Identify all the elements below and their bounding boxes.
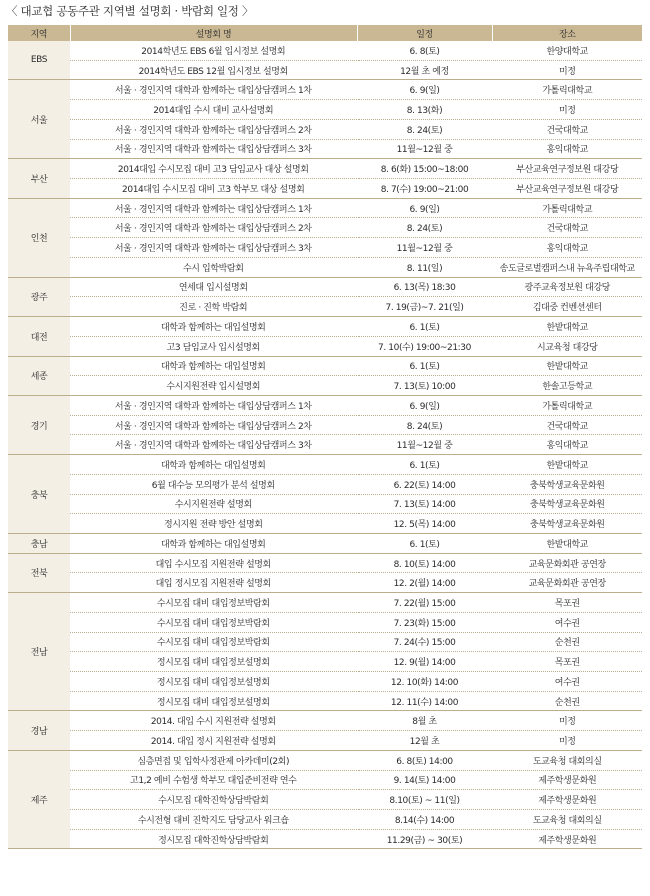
venue-cell: 도교육청 대회의실 [492, 750, 642, 770]
event-name-cell: 서울 · 경인지역 대학과 함께하는 대입상담캠퍼스 1차 [70, 395, 357, 415]
event-name-cell: 수시모집 대비 대입정보박람회 [70, 593, 357, 613]
region-cell: EBS [8, 41, 70, 80]
event-name-cell: 서울 · 경인지역 대학과 함께하는 대입상담캠퍼스 2차 [70, 415, 357, 435]
event-name-cell: 대입 수시모집 지원전략 설명회 [70, 553, 357, 573]
event-name-cell: 2014대입 수시 대비 교사설명회 [70, 100, 357, 120]
table-row [8, 218, 642, 238]
table-row [8, 257, 642, 277]
region-cell: 광주 [8, 277, 70, 316]
table-row [8, 119, 642, 139]
schedule-cell: 6. 8(토) 14:00 [357, 750, 492, 770]
venue-cell: 여수권 [492, 672, 642, 692]
venue-cell: 제주학생문화원 [492, 790, 642, 810]
schedule-cell: 7. 10(수) 19:00~21:30 [357, 336, 492, 356]
event-name-cell: 정시모집 대비 대입정보설명회 [70, 672, 357, 692]
venue-cell: 홍익대학교 [492, 139, 642, 159]
schedule-cell: 12. 9(월) 14:00 [357, 652, 492, 672]
venue-cell: 목포권 [492, 652, 642, 672]
venue-cell: 한밭대학교 [492, 317, 642, 337]
region-cell: 세종 [8, 356, 70, 395]
venue-cell: 송도글로벌캠퍼스내 뉴욕주립대학교 [492, 257, 642, 277]
schedule-cell: 12월 초 [357, 731, 492, 751]
venue-cell: 부산교육연구정보원 대강당 [492, 159, 642, 179]
venue-cell: 홍익대학교 [492, 435, 642, 455]
table-row [8, 179, 642, 199]
table-row [8, 100, 642, 120]
venue-cell: 가톨릭대학교 [492, 198, 642, 218]
schedule-cell: 6. 1(토) [357, 317, 492, 337]
table-row [8, 750, 642, 770]
event-name-cell: 2014학년도 EBS 6월 입시정보 설명회 [70, 41, 357, 60]
schedule-cell: 6. 8(토) [357, 41, 492, 60]
event-name-cell: 2014대입 수시모집 대비 고3 학부모 대상 설명회 [70, 179, 357, 199]
event-name-cell: 서울 · 경인지역 대학과 함께하는 대입상담캠퍼스 1차 [70, 198, 357, 218]
event-name-cell: 정시지원 전략 방안 설명회 [70, 514, 357, 534]
event-name-cell: 정시모집 대비 대입정보설명회 [70, 691, 357, 711]
event-name-cell: 수시 입학박람회 [70, 257, 357, 277]
table-row [8, 514, 642, 534]
schedule-cell: 7. 13(토) 14:00 [357, 494, 492, 514]
venue-cell: 충북학생교육문화원 [492, 474, 642, 494]
schedule-cell: 12. 11(수) 14:00 [357, 691, 492, 711]
header-venue: 장소 [492, 25, 642, 41]
schedule-cell: 11.29(금) ~ 30(토) [357, 829, 492, 849]
table-row [8, 376, 642, 396]
event-name-cell: 수시모집 대비 대입정보박람회 [70, 612, 357, 632]
schedule-cell: 7. 22(월) 15:00 [357, 593, 492, 613]
schedule-cell: 11월~12월 중 [357, 238, 492, 258]
region-cell: 제주 [8, 750, 70, 849]
table-row [8, 336, 642, 356]
event-name-cell: 고3 담임교사 입시설명회 [70, 336, 357, 356]
schedule-cell: 12. 2(월) 14:00 [357, 573, 492, 593]
region-cell: 충남 [8, 533, 70, 553]
table-row [8, 317, 642, 337]
table-row [8, 159, 642, 179]
table-row [8, 41, 642, 60]
schedule-cell: 11월~12월 중 [357, 139, 492, 159]
schedule-cell: 6. 13(목) 18:30 [357, 277, 492, 297]
venue-cell: 제주학생문화원 [492, 770, 642, 790]
venue-cell: 교육문화회관 공연장 [492, 553, 642, 573]
event-name-cell: 2014. 대입 정시 지원전략 설명회 [70, 731, 357, 751]
header-event-name: 설명회 명 [70, 25, 357, 41]
schedule-cell: 9. 14(토) 14:00 [357, 770, 492, 790]
event-name-cell: 2014학년도 EBS 12월 입시정보 설명회 [70, 60, 357, 80]
venue-cell: 김대중 컨벤션센터 [492, 297, 642, 317]
venue-cell: 건국대학교 [492, 218, 642, 238]
schedule-cell: 7. 19(금)~7. 21(일) [357, 297, 492, 317]
event-name-cell: 대학과 함께하는 대입설명회 [70, 455, 357, 475]
table-row [8, 60, 642, 80]
region-cell: 경남 [8, 711, 70, 750]
venue-cell: 교육문화회관 공연장 [492, 573, 642, 593]
header-region: 지역 [8, 25, 70, 41]
schedule-cell: 8. 24(토) [357, 119, 492, 139]
event-name-cell: 2014. 대입 수시 지원전략 설명회 [70, 711, 357, 731]
event-name-cell: 2014대입 수시모집 대비 고3 담임교사 대상 설명회 [70, 159, 357, 179]
event-name-cell: 정시모집 대비 대입정보설명회 [70, 652, 357, 672]
schedule-cell: 6. 9(일) [357, 80, 492, 100]
table-row [8, 553, 642, 573]
schedule-cell: 7. 23(화) 15:00 [357, 612, 492, 632]
table-body [8, 41, 642, 849]
venue-cell: 충북학생교육문화원 [492, 494, 642, 514]
table-row [8, 810, 642, 830]
venue-cell: 미정 [492, 60, 642, 80]
table-row [8, 829, 642, 849]
table-row [8, 770, 642, 790]
venue-cell: 한양대학교 [492, 41, 642, 60]
schedule-cell: 11월~12월 중 [357, 435, 492, 455]
event-name-cell: 대학과 함께하는 대입설명회 [70, 356, 357, 376]
event-name-cell: 정시모집 대학진학상담박람회 [70, 829, 357, 849]
region-cell: 전북 [8, 553, 70, 592]
region-cell: 부산 [8, 159, 70, 198]
schedule-cell: 6. 22(토) 14:00 [357, 474, 492, 494]
schedule-cell: 6. 9(일) [357, 198, 492, 218]
event-name-cell: 수시전형 대비 진학지도 담당교사 워크숍 [70, 810, 357, 830]
event-name-cell: 고1,2 예비 수험생 학부모 대입준비전략 연수 [70, 770, 357, 790]
schedule-cell: 12. 5(목) 14:00 [357, 514, 492, 534]
venue-cell: 시교육청 대강당 [492, 336, 642, 356]
table-row [8, 435, 642, 455]
header-schedule: 일정 [357, 25, 492, 41]
venue-cell: 목포권 [492, 593, 642, 613]
venue-cell: 순천권 [492, 632, 642, 652]
venue-cell: 건국대학교 [492, 415, 642, 435]
table-row [8, 297, 642, 317]
table-row [8, 356, 642, 376]
schedule-cell: 8.10(토) ~ 11(일) [357, 790, 492, 810]
table-row [8, 277, 642, 297]
region-cell: 인천 [8, 198, 70, 277]
event-name-cell: 수시지원전략 설명회 [70, 494, 357, 514]
table-row [8, 533, 642, 553]
region-cell: 충북 [8, 455, 70, 534]
venue-cell: 한밭대학교 [492, 533, 642, 553]
event-name-cell: 서울 · 경인지역 대학과 함께하는 대입상담캠퍼스 2차 [70, 218, 357, 238]
schedule-cell: 8. 24(토) [357, 415, 492, 435]
table-row [8, 790, 642, 810]
table-row [8, 731, 642, 751]
event-name-cell: 서울 · 경인지역 대학과 함께하는 대입상담캠퍼스 3차 [70, 238, 357, 258]
event-name-cell: 서울 · 경인지역 대학과 함께하는 대입상담캠퍼스 2차 [70, 119, 357, 139]
event-name-cell: 서울 · 경인지역 대학과 함께하는 대입상담캠퍼스 1차 [70, 80, 357, 100]
table-row [8, 593, 642, 613]
event-name-cell: 수시지원전략 입시설명회 [70, 376, 357, 396]
table-row [8, 494, 642, 514]
schedule-cell: 8.14(수) 14:00 [357, 810, 492, 830]
venue-cell: 한밭대학교 [492, 356, 642, 376]
venue-cell: 도교육청 대회의실 [492, 810, 642, 830]
table-row [8, 632, 642, 652]
schedule-cell: 7. 24(수) 15:00 [357, 632, 492, 652]
venue-cell: 미정 [492, 711, 642, 731]
schedule-cell: 6. 1(토) [357, 356, 492, 376]
table-row [8, 238, 642, 258]
schedule-cell: 8. 6(화) 15:00~18:00 [357, 159, 492, 179]
region-cell: 경기 [8, 395, 70, 454]
table-row [8, 474, 642, 494]
venue-cell: 건국대학교 [492, 119, 642, 139]
venue-cell: 제주학생문화원 [492, 829, 642, 849]
table-row [8, 612, 642, 632]
schedule-cell: 6. 1(토) [357, 455, 492, 475]
event-name-cell: 진로 · 진학 박람회 [70, 297, 357, 317]
table-row [8, 80, 642, 100]
venue-cell: 한솔고등학교 [492, 376, 642, 396]
table-row [8, 711, 642, 731]
page-title: 〈 대교협 공동주관 지역별 설명회 · 박람회 일정 〉 [6, 4, 254, 18]
schedule-cell: 8. 13(화) [357, 100, 492, 120]
schedule-cell: 8. 10(토) 14:00 [357, 553, 492, 573]
event-name-cell: 6월 대수능 모의평가 분석 설명회 [70, 474, 357, 494]
region-cell: 전남 [8, 593, 70, 711]
venue-cell: 미정 [492, 731, 642, 751]
venue-cell: 부산교육연구정보원 대강당 [492, 179, 642, 199]
table-row [8, 691, 642, 711]
table-row [8, 672, 642, 692]
table-row [8, 652, 642, 672]
schedule-cell: 6. 9(일) [357, 395, 492, 415]
table-row [8, 139, 642, 159]
venue-cell: 충북학생교육문화원 [492, 514, 642, 534]
event-name-cell: 서울 · 경인지역 대학과 함께하는 대입상담캠퍼스 3차 [70, 435, 357, 455]
venue-cell: 홍익대학교 [492, 238, 642, 258]
schedule-cell: 12월 초 예정 [357, 60, 492, 80]
event-name-cell: 서울 · 경인지역 대학과 함께하는 대입상담캠퍼스 3차 [70, 139, 357, 159]
event-name-cell: 대학과 함께하는 대입설명회 [70, 317, 357, 337]
schedule-cell: 8. 24(토) [357, 218, 492, 238]
region-cell: 대전 [8, 317, 70, 356]
event-name-cell: 심층면접 및 입학사정관제 아카데미(2회) [70, 750, 357, 770]
schedule-cell: 8. 7(수) 19:00~21:00 [357, 179, 492, 199]
table-header [8, 25, 642, 41]
event-name-cell: 수시모집 대비 대입정보박람회 [70, 632, 357, 652]
schedule-cell: 6. 1(토) [357, 533, 492, 553]
venue-cell: 가톨릭대학교 [492, 80, 642, 100]
event-name-cell: 연세대 입시설명회 [70, 277, 357, 297]
venue-cell: 광주교육정보원 대강당 [492, 277, 642, 297]
schedule-table [8, 25, 642, 849]
event-name-cell: 대학과 함께하는 대입설명회 [70, 533, 357, 553]
table-row [8, 455, 642, 475]
table-row [8, 415, 642, 435]
schedule-cell: 7. 13(토) 10:00 [357, 376, 492, 396]
venue-cell: 여수권 [492, 612, 642, 632]
venue-cell: 가톨릭대학교 [492, 395, 642, 415]
region-cell: 서울 [8, 80, 70, 159]
schedule-cell: 12. 10(화) 14:00 [357, 672, 492, 692]
event-name-cell: 수시모집 대학진학상담박람회 [70, 790, 357, 810]
venue-cell: 미정 [492, 100, 642, 120]
table-row [8, 198, 642, 218]
table-row [8, 395, 642, 415]
schedule-cell: 8월 초 [357, 711, 492, 731]
venue-cell: 순천권 [492, 691, 642, 711]
table-row [8, 573, 642, 593]
venue-cell: 한밭대학교 [492, 455, 642, 475]
event-name-cell: 대입 정시모집 지원전략 설명회 [70, 573, 357, 593]
schedule-cell: 8. 11(일) [357, 257, 492, 277]
